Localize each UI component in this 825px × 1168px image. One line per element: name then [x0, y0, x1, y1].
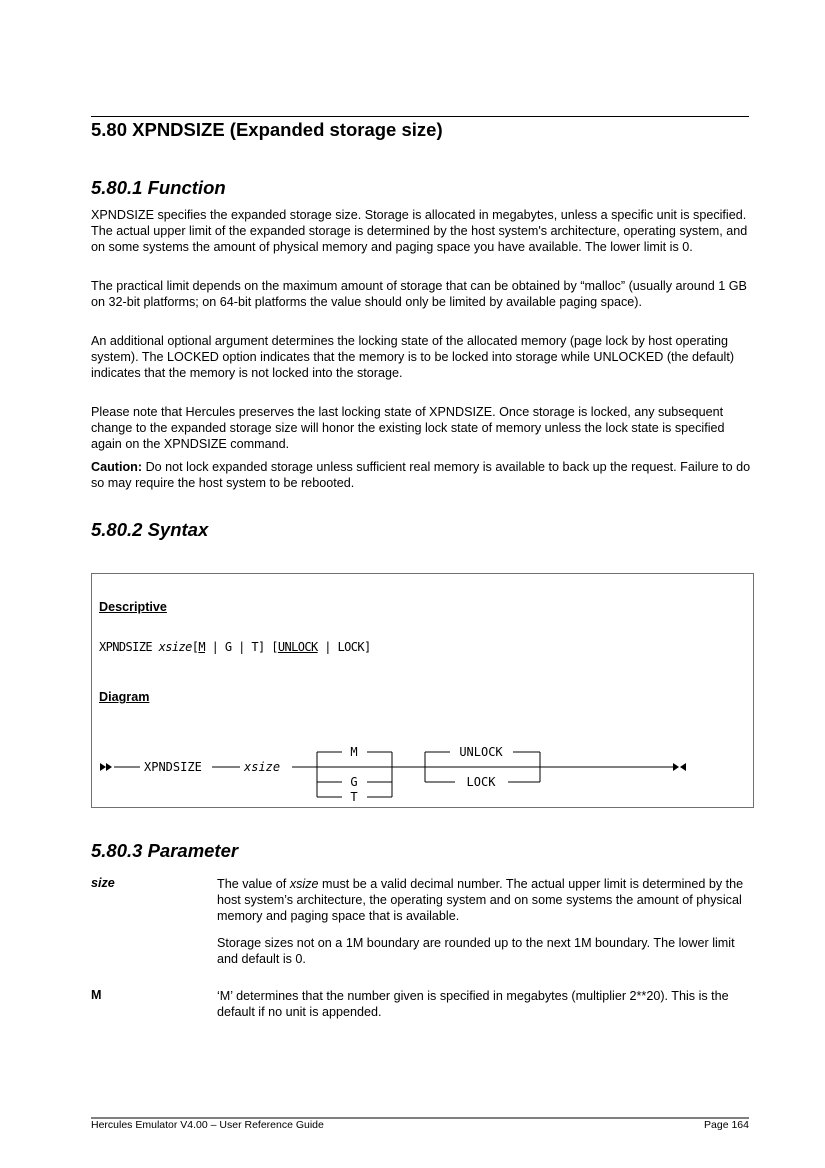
param-desc-text: The value of	[217, 877, 290, 891]
descr-sep-2: | LOCK]	[317, 640, 371, 654]
caution-label: Caution:	[91, 460, 143, 474]
function-heading: 5.80.1 Function	[91, 177, 226, 198]
section-heading: 5.80 XPNDSIZE (Expanded storage size)	[91, 119, 443, 140]
page-number: Page 164	[704, 1119, 749, 1131]
function-paragraph-2: The practical limit depends on the maximum amount of storage that can be obtained by “malloc” (usually around 1 GB on 32-bit platforms; on 64-bit platforms the value should only be limited by available paging space).	[91, 279, 747, 310]
descriptive-label: Descriptive	[99, 600, 167, 614]
descr-opt-m: M	[198, 640, 205, 654]
descr-sep-1: | G | T] [	[205, 640, 278, 654]
diagram-unit-m: M	[350, 745, 358, 759]
header-rule	[91, 116, 749, 117]
diagram-lock-lock: LOCK	[466, 775, 496, 789]
diagram-command: XPNDSIZE	[144, 760, 202, 774]
caution-paragraph	[91, 459, 755, 491]
descr-opt-unlock: UNLOCK	[277, 640, 318, 654]
caution-text: Do not lock expanded storage unless sufficient real memory is available to back up the request. Failure to do so may require the host system to be rebooted.	[91, 460, 751, 491]
descr-command: XPNDSIZE	[99, 640, 159, 654]
railroad-diagram	[92, 714, 755, 804]
param-term-m: M	[91, 988, 102, 1002]
param-term-size: size	[91, 876, 115, 890]
diagram-arg: xsize	[244, 760, 281, 774]
param-desc-arg: xsize	[289, 877, 319, 891]
param-desc-m: ‘M’ determines that the number given is specified in megabytes (multiplier 2**20). This is the default if no unit is appended.	[217, 989, 729, 1020]
function-paragraph-4: Please note that Hercules preserves the last locking state of XPNDSIZE. Once storage is locked, any subsequent change to the expanded storage size will honor the existing lock state of memory unless the lock state is specified again on the XPNDSIZE command.	[91, 405, 725, 452]
descr-arg: xsize	[158, 640, 192, 654]
diagram-label: Diagram	[99, 690, 150, 704]
function-paragraph-1: XPNDSIZE specifies the expanded storage size. Storage is allocated in megabytes, unless a specific unit is specified. The actual upper limit of the expanded storage is determined by the host system's architecture, operating system, and on some systems the amount of physical memory and paging space you have available. The lower limit is 0.	[91, 208, 748, 255]
diagram-lock-unlock: UNLOCK	[459, 745, 503, 759]
descriptive-syntax	[99, 640, 371, 654]
footer-title: Hercules Emulator V4.00 – User Reference Guide	[91, 1119, 324, 1131]
rail-start-icon	[100, 763, 106, 771]
param-desc-size-1	[217, 876, 747, 925]
diagram-unit-g: G	[350, 775, 358, 789]
parameter-heading: 5.80.3 Parameter	[91, 840, 239, 861]
diagram-unit-t: T	[350, 790, 358, 804]
param-desc-text: must be a valid decimal number. The actual upper limit is determined by the host system’s architecture, the operating system and on some systems the amount of physical memory and paging space that is available.	[217, 877, 744, 924]
syntax-heading: 5.80.2 Syntax	[91, 519, 209, 540]
syntax-box	[91, 573, 754, 808]
function-paragraph-3: An additional optional argument determines the locking state of the allocated memory (page lock by host operating system). The LOCKED option indicates that the memory is to be locked into storage while UNLOCKED (the default) indicates that the memory is not locked into the storage.	[91, 334, 735, 381]
descr-bracket: [	[191, 640, 199, 654]
rail-end-icon	[673, 763, 679, 771]
param-desc-size-2: Storage sizes not on a 1M boundary are rounded up to the next 1M boundary. The lower limit and default is 0.	[217, 936, 735, 967]
